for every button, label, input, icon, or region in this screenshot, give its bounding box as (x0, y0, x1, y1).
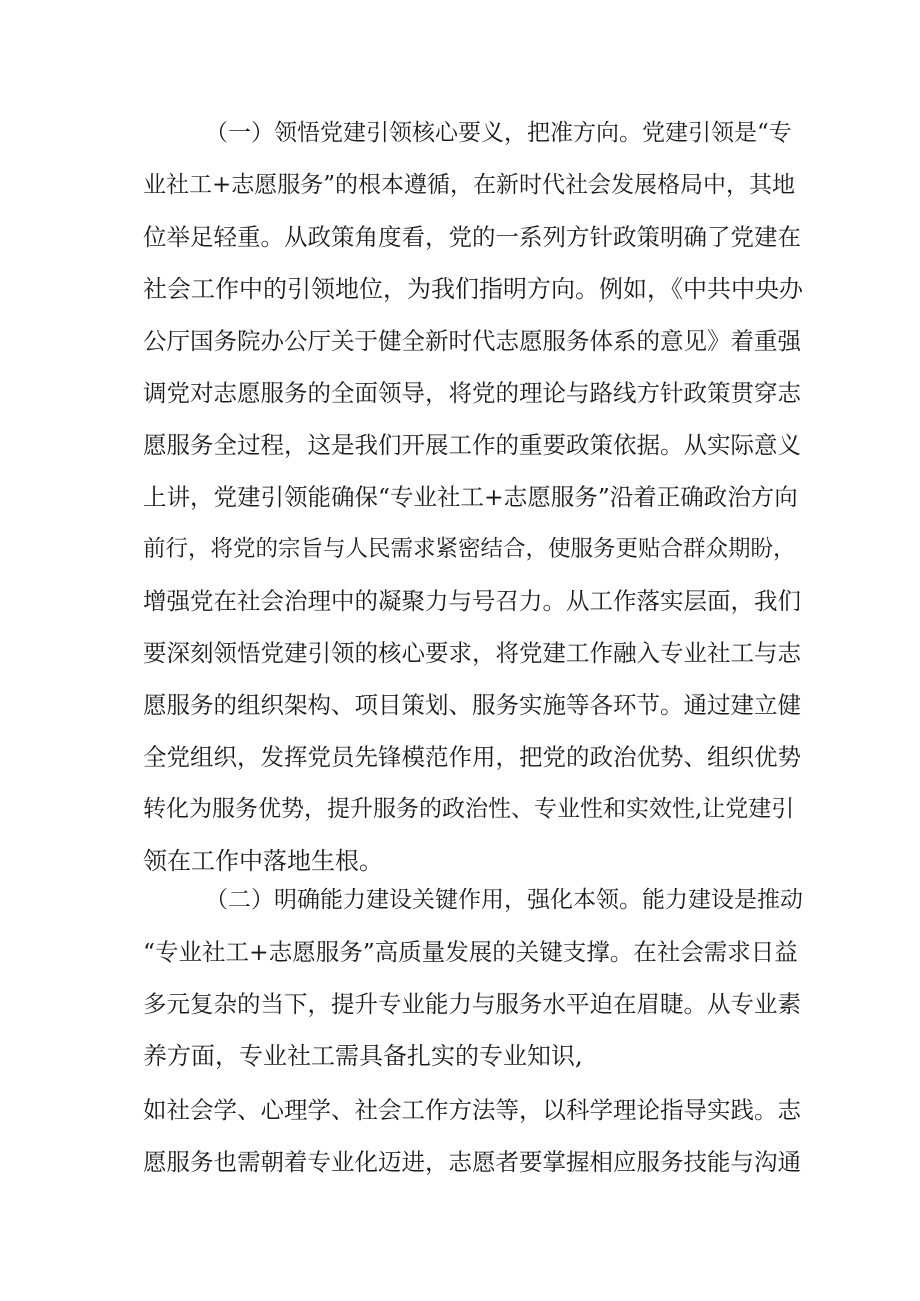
paragraph-line: 前行，将党的宗旨与人民需求紧密结合，使服务更贴合群众期盼， (143, 536, 796, 562)
paragraph-line: 养方面，专业社工需具备扎实的专业知识, (143, 1042, 583, 1070)
paragraph-line: 调党对志愿服务的全面领导，将党的理论与路线方针政策贯穿志 (143, 379, 801, 407)
paragraph-line: 增强党在社会治理中的凝聚力与号召力。从工作落实层面，我们 (143, 587, 801, 615)
paragraph-line: 转化为服务优势，提升服务的政治性、专业性和实效性,让党建引 (143, 796, 795, 822)
paragraph-line: 愿服务的组织架构、项目策划、服务实施等各环节。通过建立健 (143, 691, 801, 719)
paragraph-line: （一）领悟党建引领核心要义，把准方向。党建引领是“专 (205, 120, 792, 146)
paragraph-line: 上讲，党建引领能确保“专业社工+志愿服务”沿着正确政治方向 (143, 483, 798, 511)
paragraph-line: 公厅国务院办公厅关于健全新时代志愿服务体系的意见》着重强 (143, 327, 801, 355)
paragraph-line: 多元复杂的当下，提升专业能力与服务水平迫在眉睫。从专业素 (143, 990, 801, 1018)
paragraph-line: 如社会学、心理学、社会工作方法等，以科学理论指导实践。志 (143, 1096, 801, 1124)
paragraph-line: 社会工作中的引领地位，为我们指明方向。例如，《中共中央办 (143, 275, 803, 303)
paragraph-line: 领在工作中落地生根。 (143, 847, 383, 875)
paragraph-line: 愿服务也需朝着专业化迈进，志愿者要掌握相应服务技能与沟通 (143, 1148, 801, 1176)
paragraph-line: （二）明确能力建设关键作用，强化本领。能力建设是推动 (205, 887, 803, 913)
paragraph-line: 业社工+志愿服务”的根本遵循，在新时代社会发展格局中，其地 (143, 172, 796, 198)
paragraph-line: 要深刻领悟党建引领的核心要求，将党建工作融入专业社工与志 (143, 639, 801, 667)
paragraph-line: 愿服务全过程，这是我们开展工作的重要政策依据。从实际意义 (143, 431, 801, 459)
paragraph-line: 全党组织，发挥党员先锋模范作用，把党的政治优势、组织优势 (143, 743, 801, 771)
paragraph-line: 位举足轻重。从政策角度看，党的一系列方针政策明确了党建在 (143, 223, 801, 251)
paragraph-line: “专业社工+志愿服务”高质量发展的关键支撑。在社会需求日益 (143, 938, 798, 966)
